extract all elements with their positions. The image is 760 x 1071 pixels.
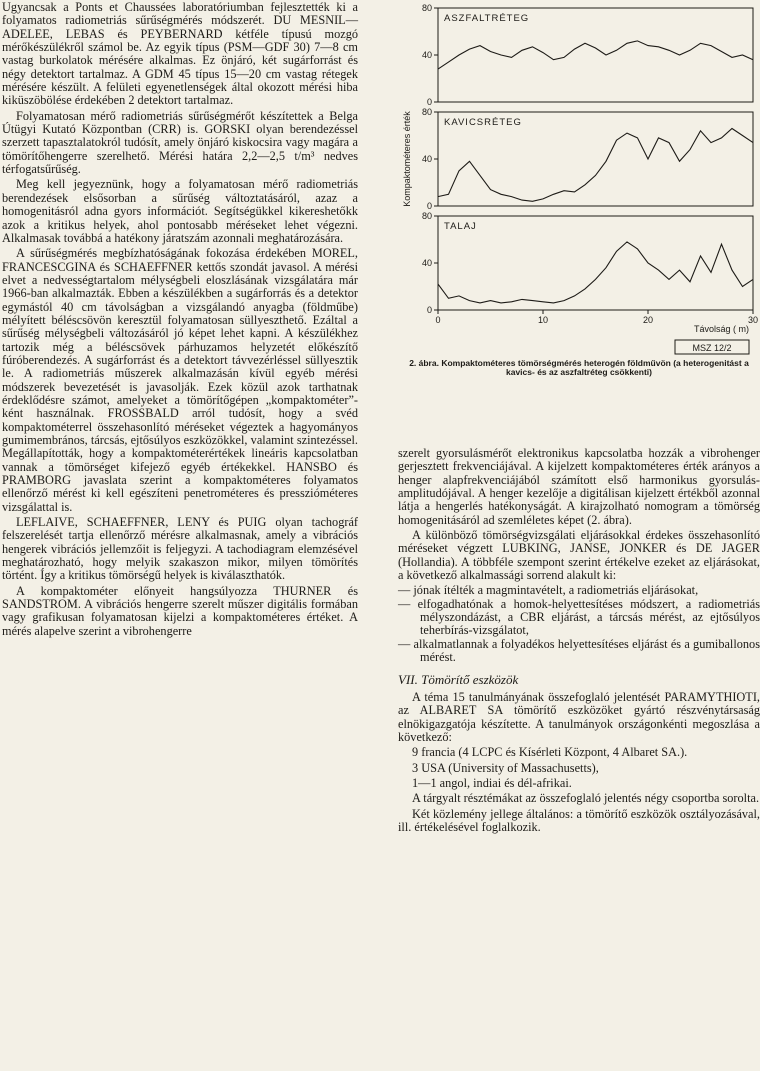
y-tick-label: 80 (421, 3, 432, 13)
series-line (438, 129, 753, 202)
panel-frame (438, 216, 753, 310)
paragraph: A különböző tömörségvizsgálati eljárásokkal érdekes összehasonlító méréseket végzett LUBKING, JANSE, JONKER és DE JAGER (Hollandia). A többféle szempont szerint értékelve ezeket az eljárásokat, a következő alkalmassági sorrend alakult ki: (398, 528, 760, 583)
x-tick-label: 0 (435, 315, 441, 325)
list-item: — elfogadhatónak a homok-helyettesítéses módszert, a radiometriás mélyszondázást, a CBR eljárást, a tárcsás mérést, az ejtősúlyos teherbírás-vizsgálatot, (398, 598, 760, 638)
x-tick-label: 10 (537, 315, 549, 325)
right-paragraphs-1 (398, 447, 760, 582)
x-tick-label: 20 (642, 315, 654, 325)
paragraph: Meg kell jegyeznünk, hogy a folyamatosan mérő radiometriás berendezések elsősorban a sűrűség változtatásáról, azaz a homogenitásról adna gyors információt. Segítségükkel kikereshetőkk azok a kritikus helyek, ahol pontosabb méréseket lehet végezni. Alkalmasak továbbá a hatékony járatszám azonnali meghatározására. (2, 177, 358, 245)
right-text-column (398, 447, 760, 836)
y-tick-label: 80 (421, 211, 432, 221)
stamp-text: MSZ 12/2 (692, 343, 732, 353)
panel-label: TALAJ (444, 221, 477, 232)
list-item: — jónak ítélték a magmintavételt, a radiometriás eljárásokat, (398, 584, 760, 597)
paragraph: szerelt gyorsulásmérőt elektronikus kapcsolatba hozzák a vibrohenger gerjesztett frekvenciájával. A kijelzett kompaktométeres érték arányos a henger alapfrekvenciájából számított első harmonikus gyorsulás-amplitudójával. A henger kezelője a digitálisan kijelzett értékből azonnal látja a hengerlés hatékonyságát. A kirajzolható nomogram a tömörség homogenitásáról ad szemléletes képet (2. ábra). (398, 446, 760, 527)
paragraph: A kompaktométer előnyeit hangsúlyozza THURNER és SANDSTROM. A vibrációs hengerre szerelt műszer digitális formában vagy grafikusan folyamatosan kijelzi a kompaktométeres értéket. A mérés alapelve szerint a vibrohengerre (2, 583, 358, 638)
y-tick-label: 80 (421, 107, 432, 117)
panel-label: KAVICSRÉTEG (444, 117, 522, 128)
left-text-column (2, 1, 358, 640)
paragraph: LEFLAIVE, SCHAEFFNER, LENY és PUIG olyan tachográf felszerelését tartja ellenőrző mérésre alkalmasnak, amely a vibrációs hengerek vibrációs jellemzőit is feljegyzi. A tachodiagram elemzésével meghatározható, hogy melyik szakaszon mikor, milyen tömörítés történt. Így a kritikus tömörségű helyek is kiválaszthatók. (2, 515, 358, 583)
right-paragraphs-2 (398, 691, 760, 834)
x-axis-label: Távolság ( m) (693, 324, 749, 334)
paragraph: A téma 15 tanulmányának összefoglaló jelentését PARAMYTHIOTI, az ALBARET SA tömörítő eszközöket gyártó részvénytársaság elnökigazgatója készítette. A tanulmányok országonkénti megoszlása a következő: (398, 689, 760, 744)
section-title: VII. Tömörítő eszközök (398, 671, 519, 687)
list-item: — alkalmatlannak a folyadékos helyettesítéses eljárást és a gumiballonos mérést. (398, 638, 760, 665)
y-tick-label: 40 (421, 154, 432, 164)
series-line (438, 41, 753, 69)
y-tick-label: 40 (421, 50, 432, 60)
paragraph: A sűrűségmérés megbízhatóságának fokozása érdekében MOREL, FRANCESCGINA és SCHAEFFNER kettős szondát javasol. A mérési elvet a nedvességtartalom mélységbeli eloszlásának vizsgálatára már 1966-ban alkalmazták. Ebben a készülékben a sugárforrás és a detektor egymástól 40 cm távolságban a vizsgálandó anyagba (földműbe) mélyített béléscsövön keresztül folyamatosan süllyeszthető. Ezáltal a sűrűség mélységbeli változásáról jó képet lehet kapni. A készülékhez tartozik még a béléscsövek párhuzamos helyzetét előkészítő fúróberendezés. A sugárforrást és a detektort távvezérléssel süllyesztik le. A radiometriás műszerek alkalmazásán kívül egyéb mérési módszerek bevezetését is javasolják. Ezek közül azok tarthatnak érdeklődésre számot, amelyeket a tömörítőgépen „kompaktométer”-ként használnak. FROSSBALD arról tudósít, hogy a svéd kompaktométerrel összehasonlító méréseket végeztek a hagyományos gumimembrános, tárcsás, ejtősúlyos eszközökkel, valamint szintezéssel. Megállapították, hogy a kompaktométerértékek lineáris kapcsolatban vannak a tömörséget kifejező egyéb értékekkel. HANSBO és PRAMBORG javaslata szerint a kompaktométeres folyamatos ellenőrző mérést ki kell egészíteni penetrométeres és presszióméteres vizsgálattal is. (2, 246, 358, 514)
paragraph: 9 francia (4 LCPC és Kísérleti Központ, 4 Albaret SA.). (412, 745, 688, 760)
paragraph: 1—1 angol, indiai és dél-afrikai. (412, 775, 572, 790)
y-tick-label: 0 (426, 201, 432, 211)
compaction-chart (398, 2, 760, 358)
suitability-list (398, 584, 760, 664)
paragraph: Folyamatosan mérő radiometriás sűrűségmérőt készítettek a Belga Útügyi Kutató Központban (CRR) is. GORSKI olyan berendezéssel szerzett tapasztalatokról tudósít, amely önjáró kiskocsira vagy magára a tömörítőhengerre szerelhető. Mérési határa 2,2—2,5 t/m³ nedves térfogatsűrűség. (2, 108, 358, 177)
paragraph: 3 USA (University of Massachusetts), (412, 760, 599, 775)
figure-caption: 2. ábra. Kompaktométeres tömörségmérés heterogén földművön (a heterogenitást a kavics- és az aszfaltréteg csökkenti) (409, 358, 749, 377)
x-tick-label: 30 (747, 315, 759, 325)
y-tick-label: 0 (426, 305, 432, 315)
figure-2 (398, 2, 760, 380)
paragraph: Két közlemény jellege általános: a tömörítő eszközök osztályozásával, ill. értékelésével foglalkozik. (398, 806, 760, 834)
paragraph: A tárgyalt résztémákat az összefoglaló jelentés négy csoportba sorolta. (412, 791, 760, 806)
paragraph: Ugyancsak a Ponts et Chaussées laboratóriumban fejlesztették ki a folyamatos radiometriás sűrűségmérés módszerét. DU MESNIL—ADELEE, LEBAS és PEYBERNARD kétféle típusú mozgó mérőkészülékről számol be. Az egyik típus (PSM—GDF 30) 7—8 cm vastag burkolatok mérésére alkalmas. Ez önjáró, két sugárforrást és négy detektort tartalmaz. A GDM 45 típus 15—20 cm vastag rétegek mérésére készült. A felületi egyenetlenségek által okozott mérési hiba kiküszöbölése érdekében 2 detektort tartalmaz. (2, 0, 358, 108)
y-tick-label: 40 (421, 258, 432, 268)
series-line (438, 242, 753, 303)
y-axis-label: Kompaktométeres érték (402, 111, 412, 207)
panel-label: ASZFALTRÉTEG (444, 13, 530, 24)
y-tick-label: 0 (426, 97, 432, 107)
